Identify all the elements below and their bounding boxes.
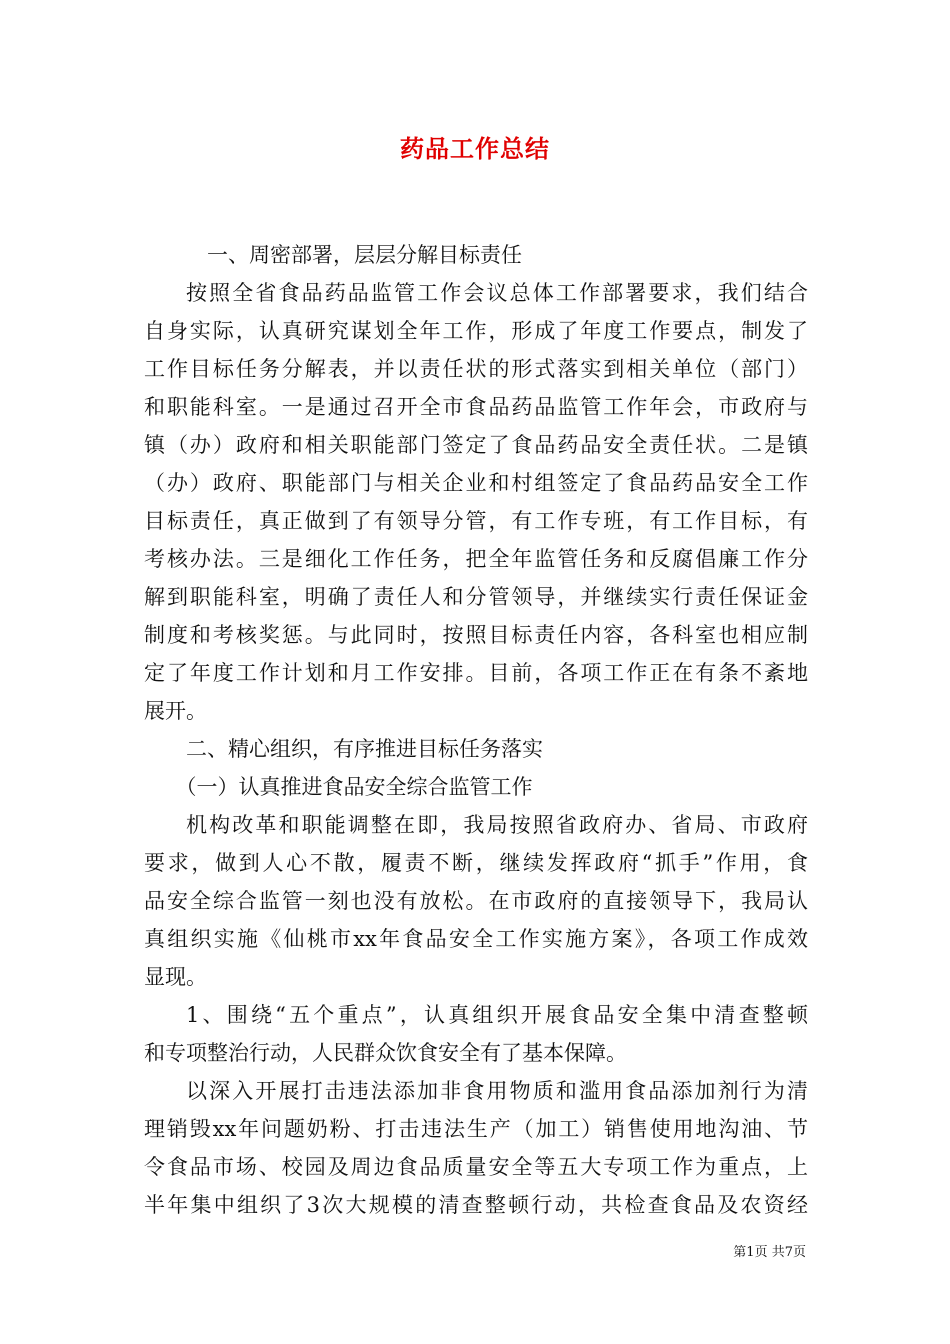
text-line: 品安全综合监管一刻也没有放松。在市政府的直接领导下，我局认 bbox=[144, 889, 808, 913]
text-line: 一、周密部署，层层分解目标责任 bbox=[207, 243, 522, 267]
text-line: 和专项整治行动，人民群众饮食安全有了基本保障。 bbox=[144, 1041, 627, 1065]
text-line: 展开。 bbox=[144, 699, 207, 723]
document-body bbox=[144, 236, 808, 1224]
text-line: 自身实际，认真研究谋划全年工作，形成了年度工作要点，制发了 bbox=[144, 319, 808, 343]
page-label-prefix: 第 bbox=[733, 1245, 747, 1260]
text-line: 目标责任，真正做到了有领导分管，有工作专班，有工作目标，有 bbox=[144, 509, 808, 533]
document-title: 药品工作总结 bbox=[400, 134, 550, 163]
page-label-suffix: 页 bbox=[792, 1245, 806, 1260]
text-line: 1、围绕“五个重点”，认真组织开展食品安全集中清查整顿 bbox=[186, 1003, 808, 1027]
text-line: （办）政府、职能部门与相关企业和村组签定了食品药品安全工作 bbox=[144, 471, 808, 495]
text-line: 二、精心组织，有序推进目标任务落实 bbox=[186, 737, 543, 761]
current-page-number: 1 bbox=[746, 1245, 755, 1260]
text-line: （一）认真推进食品安全综合监管工作 bbox=[175, 775, 533, 799]
text-line: 真组织实施《仙桃市xx年食品安全工作实施方案》，各项工作成效 bbox=[144, 927, 808, 951]
text-line: 定了年度工作计划和月工作安排。目前，各项工作正在有条不紊地 bbox=[144, 661, 808, 685]
page-label-middle: 页 共 bbox=[754, 1245, 785, 1260]
text-line: 按照全省食品药品监管工作会议总体工作部署要求，我们结合 bbox=[186, 281, 808, 305]
text-line: 令食品市场、校园及周边食品质量安全等五大专项工作为重点，上 bbox=[144, 1155, 808, 1179]
page-number-footer bbox=[733, 1244, 806, 1262]
text-line: 制度和考核奖惩。与此同时，按照目标责任内容，各科室也相应制 bbox=[144, 623, 808, 647]
text-line: 要求，做到人心不散，履责不断，继续发挥政府“抓手”作用，食 bbox=[144, 851, 808, 875]
text-line: 和职能科室。一是通过召开全市食品药品监管工作年会，市政府与 bbox=[144, 395, 808, 419]
total-pages-number: 7 bbox=[784, 1245, 793, 1260]
text-line: 解到职能科室，明确了责任人和分管领导，并继续实行责任保证金 bbox=[144, 585, 808, 609]
text-line: 考核办法。三是细化工作任务，把全年监管任务和反腐倡廉工作分 bbox=[144, 547, 808, 571]
text-line: 工作目标任务分解表，并以责任状的形式落实到相关单位（部门） bbox=[144, 357, 808, 381]
text-line: 机构改革和职能调整在即，我局按照省政府办、省局、市政府 bbox=[186, 813, 808, 837]
text-line: 以深入开展打击违法添加非食用物质和滥用食品添加剂行为清 bbox=[186, 1079, 808, 1103]
text-line: 显现。 bbox=[144, 965, 207, 989]
text-line: 镇（办）政府和相关职能部门签定了食品药品安全责任状。二是镇 bbox=[144, 433, 808, 457]
text-line: 半年集中组织了3次大规模的清查整顿行动，共检查食品及农资经 bbox=[144, 1193, 808, 1217]
text-line: 理销毁xx年问题奶粉、打击违法生产（加工）销售使用地沟油、节 bbox=[144, 1117, 808, 1141]
